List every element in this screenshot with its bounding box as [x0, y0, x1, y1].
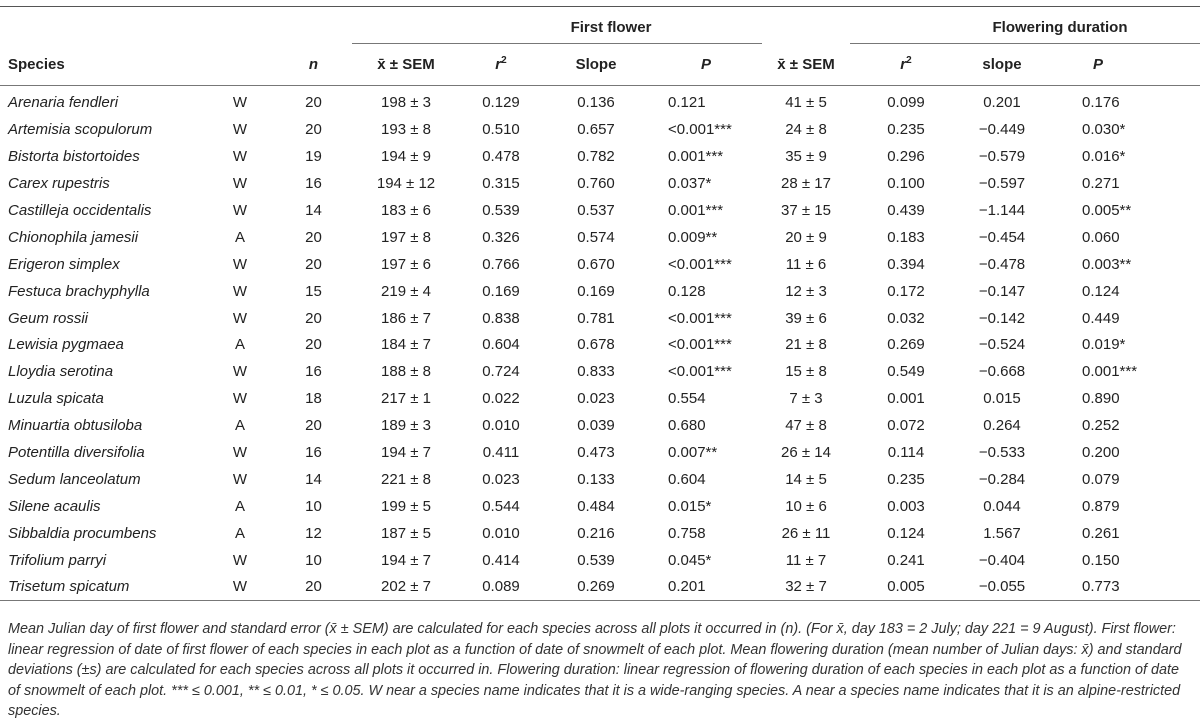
- n-value: 12: [305, 524, 322, 542]
- ff-mean: 184 ± 7: [381, 336, 431, 354]
- fd-r2: 0.394: [887, 255, 925, 273]
- fd-r2: 0.032: [887, 309, 925, 327]
- table-row: [0, 358, 1200, 385]
- fd-p: 0.449: [1082, 309, 1120, 327]
- n-value: 14: [305, 202, 322, 219]
- col-header-ff-p: P: [650, 45, 762, 86]
- species-name: Chionophila jamesii: [8, 228, 139, 246]
- fd-mean: 24 ± 8: [785, 121, 827, 139]
- range-code: W: [232, 255, 248, 273]
- ff-r2: 0.604: [482, 336, 520, 354]
- col-header-fd-p: P: [1042, 45, 1154, 86]
- species-name: Arenaria fendleri: [8, 94, 119, 112]
- range-code: W: [232, 578, 248, 596]
- ff-mean: 187 ± 5: [381, 524, 431, 542]
- ff-r2: 0.510: [482, 121, 520, 139]
- range-code: W: [232, 390, 248, 408]
- n-value: 10: [305, 551, 322, 569]
- fd-mean: 11 ± 7: [785, 551, 827, 569]
- ff-slope: 0.133: [577, 470, 615, 488]
- fd-mean: 10 ± 6: [785, 497, 827, 515]
- fd-slope: 0.044: [983, 497, 1021, 515]
- table-row: [0, 251, 1200, 278]
- fd-r2: 0.296: [887, 148, 925, 166]
- fd-p: 0.124: [1082, 282, 1120, 300]
- fd-r2: 0.439: [887, 202, 925, 219]
- fd-slope: −0.404: [978, 551, 1026, 569]
- column-header-row: [0, 45, 1200, 86]
- fd-r2: 0.100: [887, 175, 925, 193]
- n-value: 19: [305, 148, 322, 166]
- fd-slope: −0.579: [978, 148, 1026, 166]
- group-header-row: [0, 11, 1200, 44]
- table-row: [0, 332, 1200, 359]
- n-value: 18: [305, 390, 322, 408]
- ff-slope: 0.484: [577, 497, 615, 515]
- table-footnote: Mean Julian day of first flower and standard error (x̄ ± SEM) are calculated for each species across all plots it occurred in (n). (For x̄, day 183 = 2 July; day 221 = 9 August). First flower: linear regression of date of first flower of each species in each plot as a function of date of snowmelt of each plot. Mean flowering duration (mean number of Julian days: x̄) and standard deviations (±s) are calculated for each species across all plots it occurred in. Flowering duration: linear regression of flowering duration of each species in each plot as a function of date of snowmelt of each plot. *** ≤ 0.001, ** ≤ 0.01, * ≤ 0.05. W near a species name indicates that it is a wide-ranging species. A near a species name indicates that it is an alpine-restricted species.: [8, 621, 1182, 720]
- ff-p: 0.037*: [668, 175, 712, 193]
- fd-p: 0.079: [1082, 470, 1120, 488]
- fd-p: 0.003**: [1082, 255, 1132, 273]
- fd-p: 0.019*: [1082, 336, 1126, 354]
- fd-mean: 26 ± 11: [781, 524, 831, 542]
- ff-mean: 202 ± 7: [381, 578, 431, 596]
- fd-p: 0.261: [1082, 524, 1120, 542]
- ff-p: 0.604: [668, 470, 706, 488]
- ff-p: 0.045*: [668, 551, 712, 569]
- n-value: 20: [305, 255, 322, 273]
- ff-p: 0.009**: [668, 228, 718, 246]
- species-name: Artemisia scopulorum: [8, 121, 153, 139]
- species-name: Geum rossii: [8, 309, 89, 327]
- ff-p: 0.015*: [668, 497, 712, 515]
- ff-p: <0.001***: [668, 255, 732, 273]
- fd-r2: 0.549: [887, 363, 925, 381]
- fd-slope: −0.533: [978, 444, 1026, 462]
- top-rule: [0, 6, 1200, 7]
- fd-r2: 0.235: [887, 470, 925, 488]
- fd-mean: 35 ± 9: [785, 148, 827, 166]
- fd-p: 0.005**: [1082, 202, 1132, 219]
- ff-p: <0.001***: [668, 336, 732, 354]
- table-row: [0, 197, 1200, 224]
- species-name: Silene acaulis: [8, 497, 101, 515]
- fd-mean: 41 ± 5: [785, 94, 827, 112]
- fd-r2: 0.001: [887, 390, 925, 408]
- ff-mean: 221 ± 8: [381, 470, 431, 488]
- fd-mean: 7 ± 3: [789, 390, 823, 408]
- ff-slope: 0.539: [577, 551, 615, 569]
- fd-mean: 12 ± 3: [785, 282, 827, 300]
- fd-slope: 0.264: [983, 417, 1021, 435]
- range-code: W: [232, 363, 248, 381]
- ff-r2: 0.169: [482, 282, 520, 300]
- ff-slope: 0.781: [577, 309, 615, 327]
- fd-p: 0.016*: [1082, 148, 1126, 166]
- ff-mean: 199 ± 5: [381, 497, 431, 515]
- n-value: 10: [305, 497, 322, 515]
- col-header-ff-slope: Slope: [542, 45, 650, 86]
- fd-mean: 32 ± 7: [785, 578, 827, 596]
- fd-p: 0.060: [1082, 228, 1120, 246]
- ff-mean: 197 ± 6: [381, 255, 431, 273]
- n-value: 20: [305, 121, 322, 139]
- ff-r2: 0.315: [482, 175, 520, 193]
- fd-r2: 0.005: [887, 578, 925, 596]
- ff-slope: 0.760: [577, 175, 615, 193]
- ff-p: 0.201: [668, 578, 706, 596]
- range-code: A: [234, 497, 245, 515]
- fd-r2: 0.183: [887, 228, 925, 246]
- fd-slope: −0.284: [978, 470, 1026, 488]
- table-row: [0, 493, 1200, 520]
- table-body: [0, 85, 1200, 601]
- n-value: 20: [305, 417, 322, 435]
- ff-mean: 219 ± 4: [381, 282, 431, 300]
- ff-p: 0.001***: [668, 202, 724, 219]
- range-code: W: [232, 94, 248, 112]
- ff-r2: 0.129: [482, 94, 520, 112]
- range-code: A: [234, 336, 245, 354]
- ff-slope: 0.833: [577, 363, 615, 381]
- n-value: 16: [305, 175, 322, 193]
- ff-r2: 0.838: [482, 309, 520, 327]
- fd-mean: 28 ± 17: [781, 175, 831, 193]
- fd-r2: 0.241: [887, 551, 925, 569]
- fd-r2: 0.099: [887, 94, 925, 112]
- species-name: Potentilla diversifolia: [8, 444, 145, 462]
- species-name: Trisetum spicatum: [8, 578, 130, 596]
- col-header-species: Species: [0, 45, 205, 86]
- fd-r2: 0.072: [887, 417, 925, 435]
- fd-mean: 47 ± 8: [785, 417, 827, 435]
- species-name: Castilleja occidentalis: [8, 202, 152, 219]
- fd-slope: 0.201: [983, 94, 1021, 112]
- table-row: [0, 170, 1200, 197]
- table-row: [0, 385, 1200, 412]
- table-row: [0, 278, 1200, 305]
- table-row: [0, 574, 1200, 601]
- fd-p: 0.001***: [1082, 363, 1138, 381]
- species-name: Trifolium parryi: [8, 551, 107, 569]
- species-name: Minuartia obtusiloba: [8, 417, 143, 435]
- fd-mean: 26 ± 14: [781, 444, 831, 462]
- range-code: W: [232, 309, 248, 327]
- table-row: [0, 520, 1200, 547]
- ff-r2: 0.089: [482, 578, 520, 596]
- col-header-fd-mean: x̄ ± SEM: [762, 45, 850, 86]
- table-row: [0, 305, 1200, 332]
- col-header-n: n: [275, 45, 352, 86]
- n-value: 16: [305, 444, 322, 462]
- fd-r2: 0.114: [887, 444, 925, 462]
- ff-p: <0.001***: [668, 121, 732, 139]
- fd-slope: −0.147: [978, 282, 1026, 300]
- ff-mean: 198 ± 3: [381, 94, 431, 112]
- range-code: W: [232, 148, 248, 166]
- table-row: [0, 466, 1200, 493]
- n-value: 20: [305, 94, 322, 112]
- n-value: 20: [305, 309, 322, 327]
- ff-r2: 0.326: [482, 228, 520, 246]
- col-header-range: [205, 45, 275, 86]
- ff-slope: 0.169: [577, 282, 615, 300]
- fd-slope: 0.015: [983, 390, 1021, 408]
- fd-p: 0.252: [1082, 417, 1120, 435]
- ff-slope: 0.678: [577, 336, 615, 354]
- fd-mean: 39 ± 6: [785, 309, 827, 327]
- fd-slope: −0.478: [978, 255, 1026, 273]
- ff-p: 0.128: [668, 282, 706, 300]
- ff-mean: 194 ± 7: [381, 551, 431, 569]
- fd-slope: −0.142: [978, 309, 1026, 327]
- ff-mean: 194 ± 7: [381, 444, 431, 462]
- ff-r2: 0.414: [482, 551, 520, 569]
- ff-r2: 0.023: [482, 470, 520, 488]
- col-header-fd-r2: $r^2$: [850, 45, 962, 86]
- fd-p: 0.200: [1082, 444, 1120, 462]
- col-header-ff-r2: $r^2$: [460, 45, 542, 86]
- fd-slope: −0.597: [978, 175, 1026, 193]
- ff-slope: 0.574: [577, 228, 615, 246]
- range-code: W: [232, 470, 248, 488]
- ff-p: <0.001***: [668, 363, 732, 381]
- ff-p: 0.680: [668, 417, 706, 435]
- range-code: W: [232, 121, 248, 139]
- ff-r2: 0.766: [482, 255, 520, 273]
- fd-r2: 0.172: [887, 282, 925, 300]
- ff-mean: 189 ± 3: [381, 417, 431, 435]
- ff-slope: 0.657: [577, 121, 615, 139]
- ff-mean: 183 ± 6: [381, 202, 431, 219]
- ff-mean: 197 ± 8: [381, 228, 431, 246]
- ff-mean: 188 ± 8: [381, 363, 431, 381]
- fd-slope: −1.144: [978, 202, 1026, 219]
- species-name: Sibbaldia procumbens: [8, 524, 157, 542]
- fd-slope: −0.524: [978, 336, 1026, 354]
- fd-p: 0.176: [1082, 94, 1120, 112]
- fd-r2: 0.269: [887, 336, 925, 354]
- ff-p: 0.758: [668, 524, 706, 542]
- n-value: 14: [305, 470, 322, 488]
- fd-p: 0.030*: [1082, 121, 1126, 139]
- fd-mean: 20 ± 9: [785, 228, 827, 246]
- table-row: [0, 439, 1200, 466]
- ff-p: <0.001***: [668, 309, 732, 327]
- ff-slope: 0.216: [577, 524, 615, 542]
- fd-mean: 21 ± 8: [785, 336, 827, 354]
- ff-slope: 0.023: [577, 390, 615, 408]
- range-code: W: [232, 282, 248, 300]
- ff-r2: 0.411: [482, 444, 520, 462]
- table-row: [0, 116, 1200, 143]
- table-row: [0, 547, 1200, 574]
- col-header-ff-mean: x̄ ± SEM: [352, 45, 460, 86]
- range-code: A: [234, 524, 245, 542]
- fd-slope: −0.449: [978, 121, 1026, 139]
- ff-slope: 0.670: [577, 255, 615, 273]
- phenology-table: [0, 11, 1200, 601]
- ff-p: 0.007**: [668, 444, 718, 462]
- ff-r2: 0.539: [482, 202, 520, 219]
- ff-mean: 193 ± 8: [381, 121, 431, 139]
- species-name: Lewisia pygmaea: [8, 336, 124, 354]
- species-name: Lloydia serotina: [8, 363, 114, 381]
- fd-r2: 0.003: [887, 497, 925, 515]
- table-row: [0, 85, 1200, 116]
- ff-slope: 0.782: [577, 148, 615, 166]
- n-value: 20: [305, 228, 322, 246]
- table-row: [0, 224, 1200, 251]
- fd-mean: 11 ± 6: [785, 255, 827, 273]
- range-code: A: [234, 228, 245, 246]
- group-header-flowering-duration: Flowering duration: [992, 18, 1128, 36]
- range-code: A: [234, 417, 245, 435]
- n-value: 20: [305, 336, 322, 354]
- ff-slope: 0.537: [577, 202, 615, 219]
- n-value: 15: [305, 282, 322, 300]
- fd-r2: 0.235: [887, 121, 925, 139]
- ff-mean: 186 ± 7: [381, 309, 431, 327]
- range-code: W: [232, 444, 248, 462]
- ff-r2: 0.724: [482, 363, 520, 381]
- species-name: Erigeron simplex: [8, 255, 120, 273]
- species-name: Luzula spicata: [8, 390, 104, 408]
- fd-slope: −0.055: [978, 578, 1026, 596]
- range-code: W: [232, 202, 248, 219]
- species-name: Festuca brachyphylla: [8, 282, 150, 300]
- species-name: Sedum lanceolatum: [8, 470, 141, 488]
- n-value: 20: [305, 578, 322, 596]
- fd-mean: 15 ± 8: [785, 363, 827, 381]
- ff-r2: 0.022: [482, 390, 520, 408]
- ff-slope: 0.039: [577, 417, 615, 435]
- species-name: Bistorta bistortoides: [8, 148, 140, 166]
- ff-mean: 217 ± 1: [381, 390, 431, 408]
- fd-mean: 37 ± 15: [781, 202, 831, 219]
- ff-mean: 194 ± 9: [381, 148, 431, 166]
- ff-r2: 0.544: [482, 497, 520, 515]
- species-name: Carex rupestris: [8, 175, 110, 193]
- fd-slope: −0.668: [978, 363, 1026, 381]
- fd-p: 0.879: [1082, 497, 1120, 515]
- ff-slope: 0.269: [577, 578, 615, 596]
- ff-slope: 0.473: [577, 444, 615, 462]
- n-value: 16: [305, 363, 322, 381]
- table-row: [0, 143, 1200, 170]
- ff-p: 0.121: [668, 94, 706, 112]
- ff-mean: 194 ± 12: [376, 175, 436, 193]
- ff-r2: 0.010: [482, 417, 520, 435]
- fd-p: 0.890: [1082, 390, 1120, 408]
- ff-r2: 0.478: [482, 148, 520, 166]
- fd-p: 0.773: [1082, 578, 1120, 596]
- range-code: W: [232, 551, 248, 569]
- fd-slope: 1.567: [983, 524, 1021, 542]
- range-code: W: [232, 175, 248, 193]
- ff-p: 0.001***: [668, 148, 724, 166]
- fd-slope: −0.454: [978, 228, 1026, 246]
- ff-slope: 0.136: [577, 94, 615, 112]
- ff-p: 0.554: [668, 390, 706, 408]
- fd-r2: 0.124: [887, 524, 925, 542]
- fd-mean: 14 ± 5: [785, 470, 827, 488]
- group-header-first-flower: First flower: [570, 18, 652, 36]
- col-header-fd-slope: slope: [962, 45, 1042, 86]
- ff-r2: 0.010: [482, 524, 520, 542]
- fd-p: 0.150: [1082, 551, 1120, 569]
- table-row: [0, 412, 1200, 439]
- fd-p: 0.271: [1082, 175, 1120, 193]
